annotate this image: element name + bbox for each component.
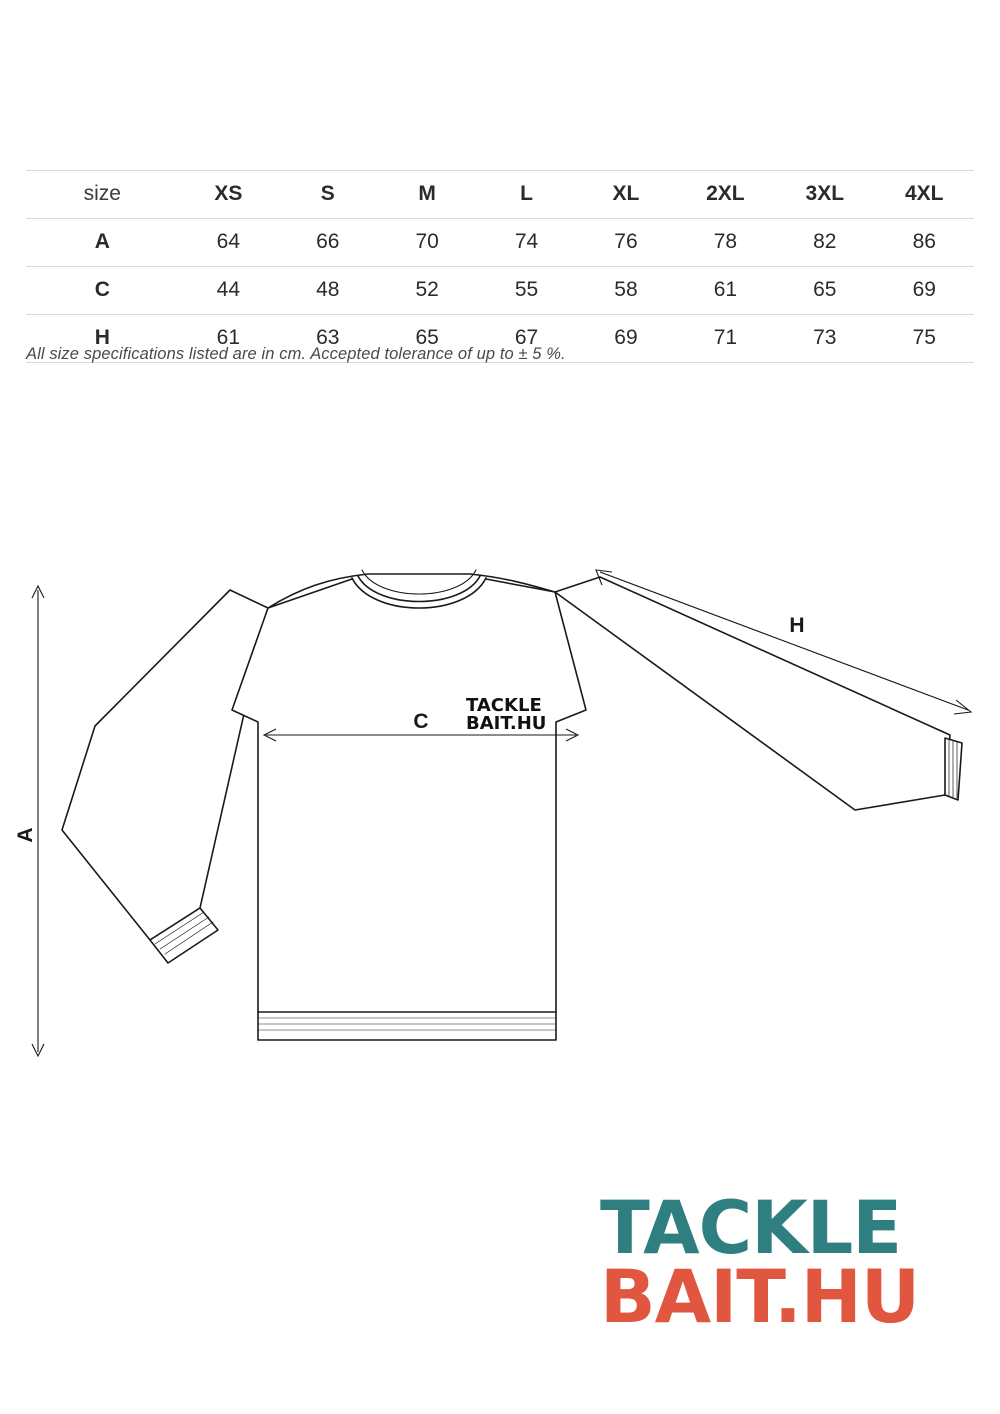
shirt-body (232, 574, 586, 1040)
cell-h-s: 63 (278, 315, 377, 363)
chest-print-line1: TACKLE (466, 695, 542, 716)
right-sleeve-cuff (945, 738, 962, 800)
column-header-4xl: 4XL (874, 171, 974, 219)
cell-a-s: 66 (278, 219, 377, 267)
column-header-xl: XL (576, 171, 675, 219)
left-sleeve (62, 590, 268, 940)
cell-a-2xl: 78 (676, 219, 775, 267)
column-header-m: M (377, 171, 476, 219)
size-table-container (26, 170, 974, 363)
cell-a-m: 70 (377, 219, 476, 267)
cell-h-l: 67 (477, 315, 576, 363)
chest-print-line2: BAIT.HU (466, 713, 547, 734)
table-header-row (26, 171, 974, 219)
table-row (26, 219, 974, 267)
row-header-h: H (26, 315, 179, 363)
cell-c-xs: 44 (179, 267, 278, 315)
label-c: C (413, 710, 429, 733)
column-header-l: L (477, 171, 576, 219)
cell-c-2xl: 61 (676, 267, 775, 315)
table-row (26, 267, 974, 315)
cell-c-m: 52 (377, 267, 476, 315)
brand-logo (600, 1186, 960, 1345)
cell-h-4xl: 75 (874, 315, 974, 363)
logo-line-tackle: TACKLE (600, 1186, 902, 1271)
cell-c-3xl: 65 (775, 267, 874, 315)
cell-c-xl: 58 (576, 267, 675, 315)
cell-h-xs: 61 (179, 315, 278, 363)
row-header-c: C (26, 267, 179, 315)
row-header-a: A (26, 219, 179, 267)
logo-line-baithu: BAIT.HU (600, 1254, 920, 1340)
cell-h-xl: 69 (576, 315, 675, 363)
column-header-xs: XS (179, 171, 278, 219)
cell-a-xl: 76 (576, 219, 675, 267)
right-sleeve (555, 577, 950, 810)
size-table-head (26, 171, 974, 219)
cell-a-l: 74 (477, 219, 576, 267)
size-table-note: All size specifications listed are in cm. Accepted tolerance of up to ± 5 %. (26, 345, 566, 363)
cell-a-xs: 64 (179, 219, 278, 267)
cell-h-m: 65 (377, 315, 476, 363)
cell-h-3xl: 73 (775, 315, 874, 363)
label-h: H (789, 614, 805, 637)
label-a: A (14, 827, 37, 843)
column-header-2xl: 2XL (676, 171, 775, 219)
cell-c-4xl: 69 (874, 267, 974, 315)
cell-c-l: 55 (477, 267, 576, 315)
column-header-size: size (26, 171, 179, 219)
cell-c-s: 48 (278, 267, 377, 315)
column-header-s: S (278, 171, 377, 219)
chest-print (466, 695, 546, 734)
size-table-body (26, 219, 974, 363)
garment-technical-drawing (0, 530, 1000, 1110)
size-table (26, 170, 974, 363)
cell-a-4xl: 86 (874, 219, 974, 267)
dimension-arrow-h-end (954, 700, 971, 714)
cell-a-3xl: 82 (775, 219, 874, 267)
column-header-3xl: 3XL (775, 171, 874, 219)
cell-h-2xl: 71 (676, 315, 775, 363)
